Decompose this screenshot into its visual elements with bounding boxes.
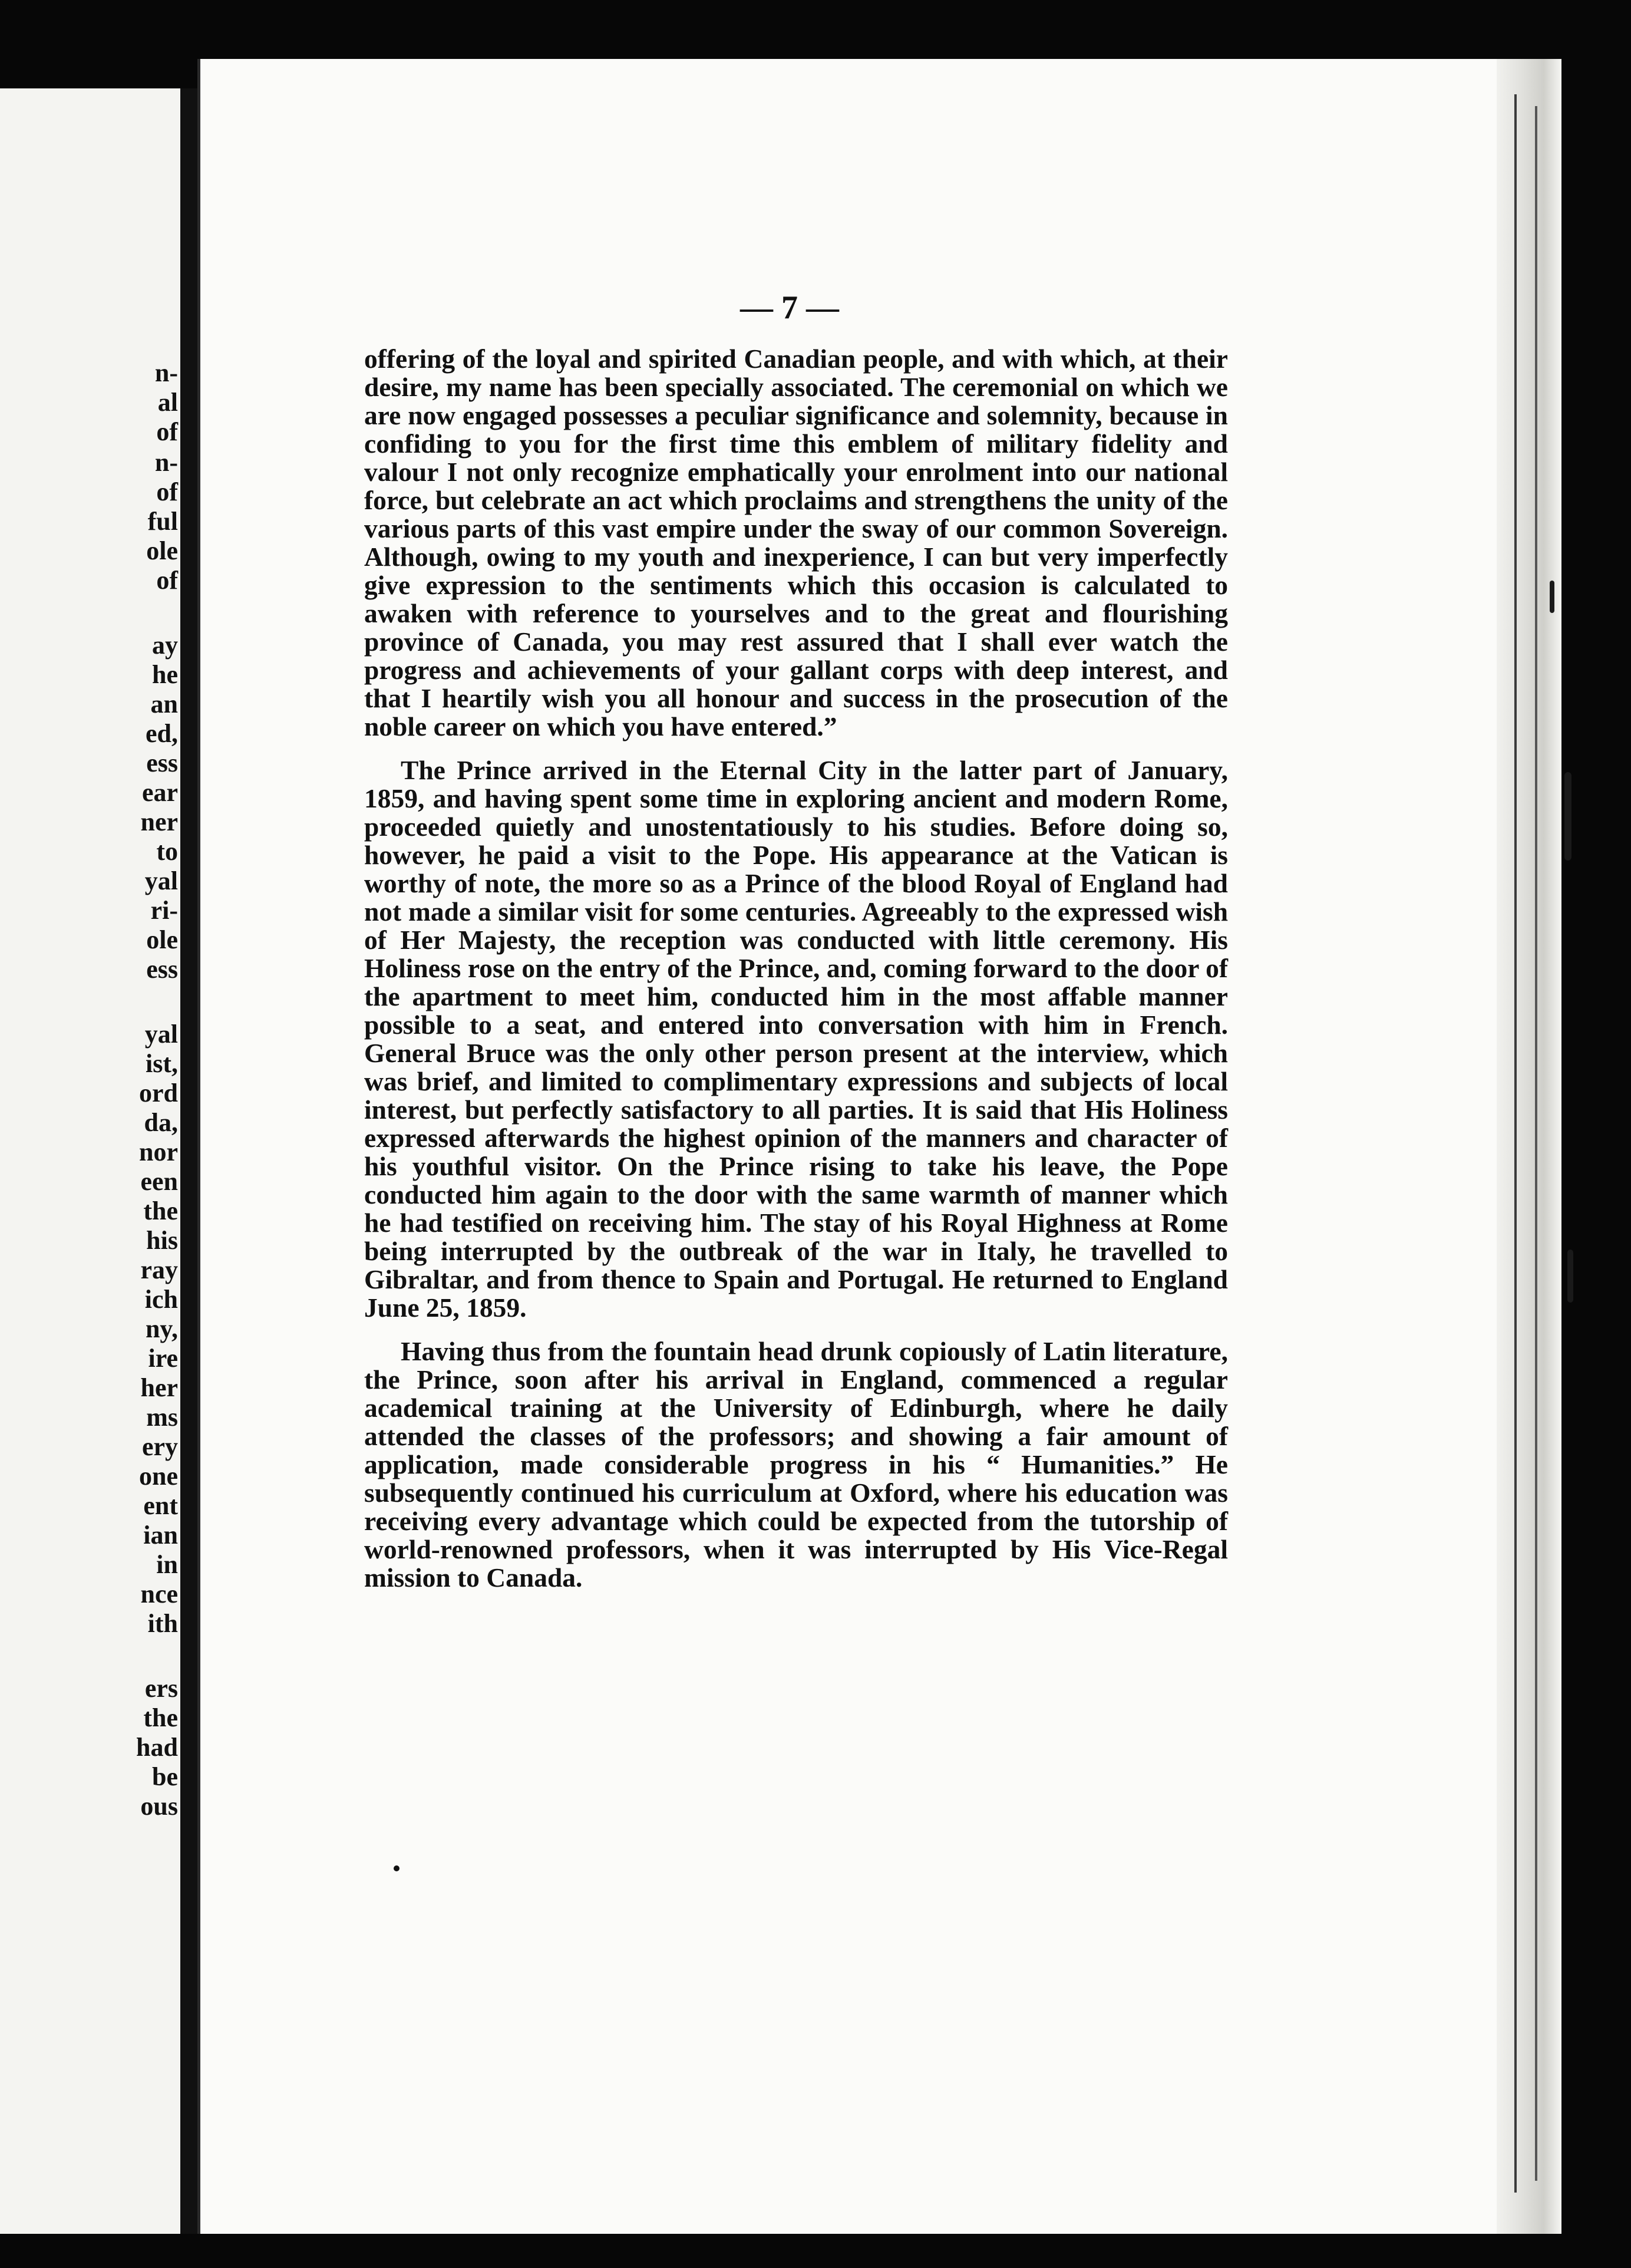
left-page-line-ending: ole — [146, 536, 178, 565]
left-page-line-ending: ms — [146, 1403, 178, 1432]
page-gutter — [180, 88, 198, 2234]
left-page-line-ending: ord — [139, 1079, 178, 1107]
body-text — [364, 345, 1228, 1607]
left-page-line-ending: one — [139, 1462, 178, 1491]
left-page-line-ending: n- — [154, 358, 178, 387]
ink-mark — [1550, 581, 1554, 613]
left-page-line-ending: da, — [144, 1108, 178, 1137]
left-page-line-ending: nce — [140, 1580, 178, 1608]
left-page-line-ending: an — [150, 690, 178, 718]
left-page-line-ending: al — [157, 388, 178, 417]
left-page-line-ending: ole — [146, 925, 178, 954]
left-page-line-ending: ess — [146, 749, 178, 777]
left-page-line-ending: een — [140, 1167, 178, 1196]
left-page-line-ending: ist, — [146, 1049, 178, 1078]
left-page-line-ending: ray — [140, 1255, 178, 1284]
edge-line — [1514, 94, 1517, 2193]
left-page-line-ending: her — [140, 1373, 178, 1402]
left-page-line-ending: nor — [139, 1138, 178, 1166]
left-page-line-ending: ous — [140, 1792, 178, 1821]
left-page-line-ending: ich — [144, 1285, 178, 1314]
left-page-line-ending: ith — [147, 1609, 178, 1638]
left-page-line-ending: ed, — [146, 719, 178, 748]
left-page-line-ending: of — [156, 417, 178, 446]
ink-dot — [394, 1865, 400, 1871]
left-page-line-ending: ny, — [145, 1314, 178, 1343]
paragraph: Having thus from the fountain head drunk copiously of Latin literature, the Prince, soon after his arrival in England, commenced a regular academical training at the University of Edinburgh, where he daily attended the classes of the professors; and showing a fair amount of application, made considerable progress in his “ Humanities.” He subsequently continued his curriculum at Oxford, where his education was receiving every advantage which could be expected from the tutorship of world-renowned professors, when it was interrupted by His Vice-Regal mission to Canada. — [364, 1336, 1228, 1593]
page-edge-stack — [1497, 59, 1561, 2234]
left-page-line-ending: the — [143, 1703, 178, 1732]
left-page-line-ending: had — [136, 1733, 178, 1762]
left-page-line-ending: ers — [144, 1674, 178, 1703]
left-page-line-ending: of — [156, 566, 178, 595]
ink-mark — [1567, 1250, 1573, 1303]
page-number: — 7 — — [740, 289, 839, 326]
paragraph: offering of the loyal and spirited Canadian people, and with which, at their desire, my name has been specially associated. The ceremonial on which we are now engaged possesses a peculiar significance and solemnity, because in confiding to you for the first time this emblem of military fidelity and valour I not only recognize emphatically your enrolment into our national force, but celebrate an act which proclaims and strengthens the unity of the various parts of this vast empire under the sway of our common Sovereign. Although, owing to my youth and inexperience, I can but very imperfectly give expression to the sentiments which this occasion is calculated to awaken with reference to yourselves and to the great and flourishing province of Canada, you may rest assured that I shall ever watch the progress and achievements of your gallant corps with deep interest, and that I heartily wish you all honour and success in the prosecution of the noble career on which you have entered.” — [364, 344, 1228, 741]
edge-line — [1535, 106, 1537, 2181]
left-page-line-ending: yal — [144, 866, 178, 895]
left-page-line-ending: ery — [141, 1432, 178, 1461]
left-page-line-ending: ri- — [150, 896, 178, 925]
left-page-line-ending: ire — [148, 1344, 178, 1373]
left-page-line-ending: be — [152, 1762, 178, 1791]
left-page-fragment — [0, 88, 186, 2234]
left-page-line-ending: in — [156, 1550, 178, 1579]
left-page-line-ending: ess — [146, 955, 178, 984]
left-page-line-ending: ent — [143, 1491, 178, 1520]
left-page-line-ending: to — [156, 837, 178, 866]
left-page-line-ending: ner — [140, 807, 178, 836]
left-page-line-ending: he — [152, 660, 178, 689]
left-page-line-ending: the — [143, 1196, 178, 1225]
left-page-line-ending: n- — [154, 448, 178, 477]
left-page-line-ending: his — [146, 1226, 178, 1255]
left-page-line-ending: ian — [143, 1521, 178, 1550]
left-page-line-ending: ear — [141, 778, 178, 807]
left-page-line-ending: yal — [144, 1020, 178, 1049]
left-page-line-ending: of — [156, 477, 178, 506]
ink-mark — [1564, 772, 1571, 861]
left-page-line-ending: ful — [147, 507, 178, 536]
left-page-line-ending: ay — [152, 631, 178, 660]
paragraph: The Prince arrived in the Eternal City in the latter part of January, 1859, and having spent some time in exploring ancient and modern Rome, proceeded quietly and unostentatiously to his studies. Before doing so, however, he paid a visit to the Pope. His appearance at the Vatican is worthy of note, the more so as a Prince of the blood Royal of England had not made a similar visit for some centuries. Agreeably to the expressed wish of Her Majesty, the reception was conducted with little ceremony. His Holiness rose on the entry of the Prince, and, coming forward to the door of the apartment to meet him, conducted him in the most affable manner possible to a seat, and entered into conversation with him in French. General Bruce was the only other person present at the interview, which was brief, and limited to complimentary expressions and subjects of local interest, but perfectly satisfactory to all parties. It is said that His Holiness expressed afterwards the highest opinion of the manners and character of his youthful visitor. On the Prince rising to take his leave, the Pope conducted him again to the door with the same warmth of manner which he had testified on receiving him. The stay of his Royal Highness at Rome being interrupted by the outbreak of the war in Italy, he travelled to Gibraltar, and from thence to Spain and Portugal. He returned to England June 25, 1859. — [364, 755, 1228, 1323]
